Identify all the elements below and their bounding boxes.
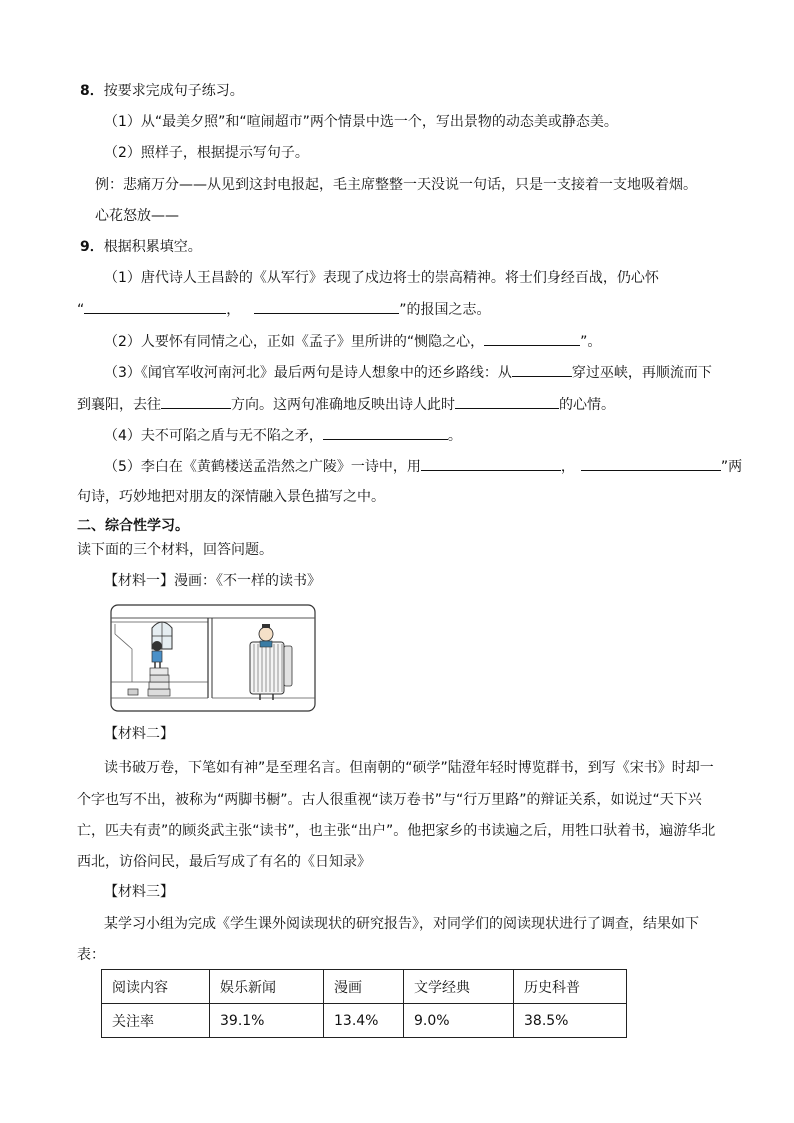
material-2-line-3: 亡，匹夫有责”的顾炎武主张“读书”，也主张“出户”。他把家乡的书读遍之后，用牲口驮着书，遍游华北 <box>77 823 716 839</box>
q9-item-3-line-1: （3）《闻官军收河南河北》最后两句是诗人想象中的还乡路线：从 穿过巫峡，再顺流而下 <box>104 362 712 383</box>
table-cell: 13.4% <box>324 1004 404 1038</box>
table-cell: 39.1% <box>210 1004 324 1038</box>
table-cell: 阅读内容 <box>102 970 210 1004</box>
table-cell: 历史科普 <box>514 970 627 1004</box>
material-2-line-1: 读书破万卷，下笔如有神”是至理名言。但南朝的“硕学”陆澄年轻时博览群书，到写《宋书》时却一 <box>104 760 714 776</box>
q8-subquestion-1: （1）从“最美夕照”和“喧闹超市”两个情景中选一个，写出景物的动态美或静态美。 <box>104 114 618 130</box>
survey-table <box>101 969 627 1038</box>
table-cell: 关注率 <box>102 1004 210 1038</box>
q9-item-5-line-1: （5）李白在《黄鹤楼送孟浩然之广陵》一诗中，用 ， ”两 <box>104 456 742 477</box>
table-cell: 9.0% <box>404 1004 514 1038</box>
table-cell: 漫画 <box>324 970 404 1004</box>
cartoon-image <box>110 604 316 712</box>
q8-subquestion-2: （2）照样子，根据提示写句子。 <box>104 145 309 161</box>
material-3-line-1: 某学习小组为完成《学生课外阅读现状的研究报告》，对同学们的阅读现状进行了调查，结果如下 <box>104 916 699 932</box>
q9-item-3-line-2: 到襄阳，去往 方向。这两句准确地反映出诗人此时 的心情。 <box>77 394 615 415</box>
answer-blank[interactable] <box>581 456 721 471</box>
q9-title-text: 根据积累填空。 <box>103 239 202 255</box>
material-2-line-4: 西北，访俗问民，最后写成了有名的《日知录》 <box>77 854 371 870</box>
q9-item-5-line-2: 句诗，巧妙地把对朋友的深情融入景色描写之中。 <box>77 489 385 505</box>
table-cell: 文学经典 <box>404 970 514 1004</box>
material-2-line-2: 个字也写不出，被称为“两脚书橱”。古人很重视“读万卷书”与“行万里路”的辩证关系，如说过“天下兴 <box>77 792 702 808</box>
table-row <box>102 1004 627 1038</box>
material-3-title: 【材料三】 <box>104 884 174 900</box>
material-2-title: 【材料二】 <box>104 726 174 742</box>
section-intro: 读下面的三个材料，回答问题。 <box>77 542 273 558</box>
q9-item-2: （2）人要怀有同情之心，正如《孟子》里所讲的“恻隐之心， ”。 <box>104 331 601 352</box>
table-header-row <box>102 970 627 1004</box>
q8-example: 例：悲痛万分——从见到这封电报起，毛主席整整一天没说一句话，只是一支接着一支地吸着烟。 <box>95 177 697 193</box>
material-1-title: 【材料一】漫画：《不一样的读书》 <box>104 573 321 589</box>
q8-title: 8．按要求完成句子练习。 <box>80 83 244 99</box>
answer-blank[interactable] <box>484 331 580 346</box>
q9-item-4: （4）夫不可陷之盾与无不陷之矛， 。 <box>104 425 462 446</box>
answer-blank[interactable] <box>84 299 226 314</box>
q8-prompt: 心花怒放—— <box>95 208 179 224</box>
answer-blank[interactable] <box>161 394 231 409</box>
q9-item-1-line-2: “ ， ”的报国之志。 <box>77 299 491 320</box>
table-cell: 娱乐新闻 <box>210 970 324 1004</box>
q8-number: 8 <box>80 83 90 99</box>
answer-blank[interactable] <box>421 456 561 471</box>
q8-title-text: 按要求完成句子练习。 <box>103 83 244 99</box>
q9-number: 9 <box>80 239 90 255</box>
answer-blank[interactable] <box>455 394 559 409</box>
material-3-line-2: 表： <box>77 947 105 963</box>
q9-item-1-line-1: （1）唐代诗人王昌龄的《从军行》表现了戍边将士的崇高精神。将士们身经百战，仍心怀 <box>104 270 659 286</box>
section-heading: 二、综合性学习。 <box>77 518 189 534</box>
table-cell: 38.5% <box>514 1004 627 1038</box>
answer-blank[interactable] <box>512 362 572 377</box>
answer-blank[interactable] <box>323 425 448 440</box>
q9-title: 9．根据积累填空。 <box>80 239 202 255</box>
answer-blank[interactable] <box>254 299 399 314</box>
